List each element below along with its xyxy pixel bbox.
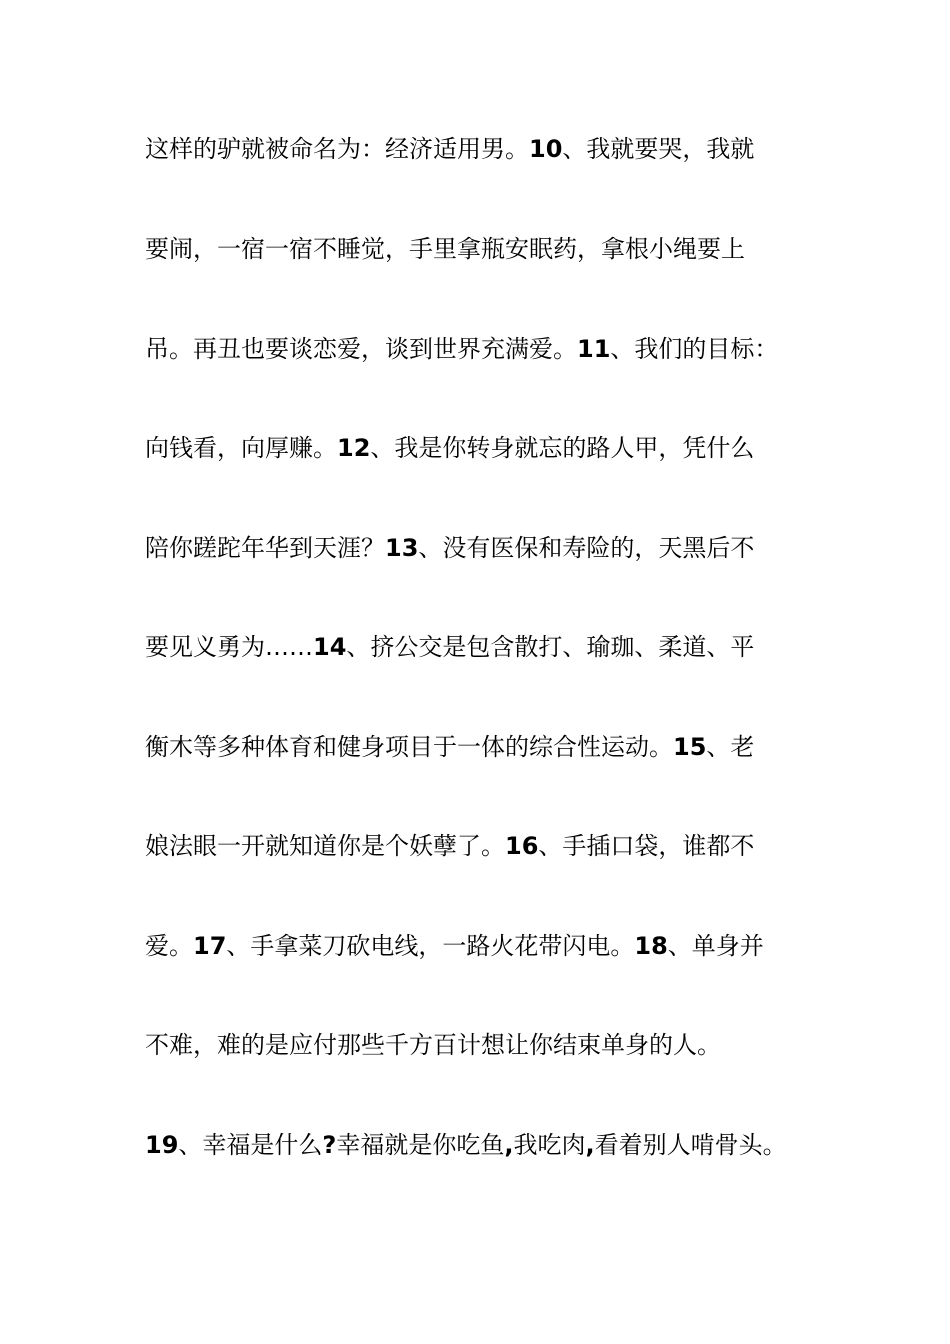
item-number: 10	[529, 135, 563, 163]
text-line	[145, 133, 845, 165]
text-segment: ?	[322, 1131, 337, 1159]
text-segment: 不难，难的是应付那些千方百计想让你结束单身的人。	[145, 1031, 721, 1059]
text-line	[145, 1129, 845, 1161]
text-segment: 要见义勇为……	[145, 633, 313, 661]
text-segment: 、手拿菜刀砍电线，一路火花带闪电。	[226, 932, 635, 960]
item-number: 16	[505, 832, 539, 860]
item-number: 15	[673, 733, 707, 761]
text-segment: 、单身并	[667, 932, 764, 960]
item-number: 12	[337, 434, 371, 462]
text-line	[145, 1029, 845, 1061]
text-segment: 、手插口袋，谁都不	[538, 832, 755, 860]
text-segment: 这样的驴就被命名为：经济适用男。	[145, 135, 529, 163]
item-number: 11	[577, 335, 611, 363]
text-segment: 要闹，一宿一宿不睡觉，手里拿瓶安眠药，拿根小绳要上	[145, 235, 745, 263]
text-line	[145, 233, 845, 265]
text-line	[145, 532, 845, 564]
text-segment: ,	[504, 1131, 514, 1159]
text-segment: 陪你蹉跎年华到天涯？	[145, 534, 385, 562]
text-segment: 衡木等多种体育和健身项目于一体的综合性运动。	[145, 733, 673, 761]
text-segment: 娘法眼一开就知道你是个妖孽了。	[145, 832, 505, 860]
text-segment: 、我就要哭，我就	[562, 135, 755, 163]
text-segment: 幸福就是你吃鱼	[336, 1131, 505, 1159]
text-line	[145, 333, 845, 365]
text-segment: 、没有医保和寿险的，天黑后不	[418, 534, 755, 562]
text-segment: 、我是你转身就忘的路人甲，凭什么	[370, 434, 755, 462]
text-segment: ,	[585, 1131, 595, 1159]
text-segment: 向钱看，向厚赚。	[145, 434, 337, 462]
text-segment: 我吃肉	[513, 1131, 586, 1159]
item-number: 17	[193, 932, 227, 960]
item-number: 19	[145, 1131, 179, 1159]
text-line	[145, 631, 845, 663]
text-line	[145, 830, 845, 862]
text-segment: 吊。再丑也要谈恋爱，谈到世界充满爱。	[145, 335, 577, 363]
text-line	[145, 930, 845, 962]
text-segment: 、挤公交是包含散打、瑜珈、柔道、平	[346, 633, 755, 661]
text-segment: 看着别人啃骨头。	[594, 1131, 787, 1159]
text-line	[145, 432, 845, 464]
item-number: 13	[385, 534, 419, 562]
item-number: 18	[634, 932, 668, 960]
item-number: 14	[313, 633, 347, 661]
text-line	[145, 731, 845, 763]
text-segment: 爱。	[145, 932, 193, 960]
text-segment: 、老	[706, 733, 755, 761]
text-segment: 、幸福是什么	[178, 1131, 323, 1159]
text-segment: 、我们的目标：	[610, 335, 779, 363]
